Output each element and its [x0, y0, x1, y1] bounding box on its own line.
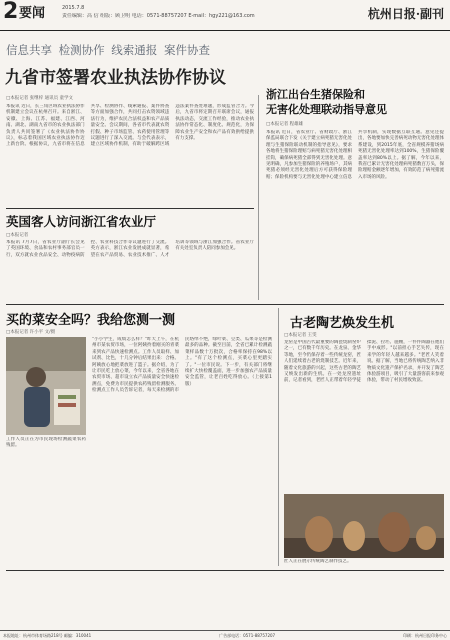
- footer-address: 本报地址：杭州市体育场路218号 邮编：310041: [3, 632, 92, 638]
- veg-byline: □本报记者 许小平 文/摄: [6, 330, 56, 335]
- veg-headline: 买的菜安全吗？我给您测一测: [6, 313, 176, 328]
- pottery-headline: 古老陶艺焕发生机: [290, 316, 395, 331]
- footer-printer: 印刷：杭州日报印务中心: [402, 632, 447, 638]
- section-rule: [6, 570, 444, 571]
- section-rule: [6, 208, 254, 209]
- paper-name: 杭州日报·副刊: [367, 7, 444, 21]
- lead-body: 本报讯 近日，长三角区域农业执法协作机制建立会议在杭州召开。来自浙江、安徽、上海、江苏、福建、江西、河南、湖北、湖南九省市的农业执法部门负责人共同签署了《农业执法协作协议》，标志着我国区域农业执法协作迈上新台阶。根据协议，九省市将在信息共享、检测协作、线索通报、案件协查等方面加强合作，共同打击农资领域违法行为，维护农民合法权益和农产品质量安全。会议期间，各省市代表就农资打假、种子市场监管、农药使用管理等议题进行了深入交流。与会代表表示，建立区域协作机制，有助于破解跨区域违法案件查处难题，形成监管合力。今后，九省市将定期召开联席会议，通报执法动态，交流工作经验，推动农业执法协作常态化、制度化、规范化，为保障农业生产安全和农产品有效供给提供有力支撑。: [6, 104, 254, 148]
- page-number: 2: [3, 0, 19, 24]
- section-rule: [6, 304, 444, 305]
- veg-photo-caption: 工作人员正在为市民现场检测蔬菜农药残留。: [6, 437, 86, 449]
- editor-line: 责任编辑：高 信 组版：顾卫明 电话：0571-88757207 E-mail：hgy221@163.com: [62, 13, 255, 19]
- uk-body: 本报讯 7月7日，省农业厅副厅长会见了英国环境、食品和农村事务部官员一行，双方就农业食品安全、动物疫病防控、农业科技合作等议题进行了交流。英方表示，浙江农业发展成就显著，希望在农产品贸易、农业技术推广、人才培训等领域与浙江加强合作。省农业厅有关处室负责人陪同参加会见。: [6, 240, 254, 258]
- pig-body: 本报讯 近日，省农业厅、省财政厅、浙江保监局联合下发《关于建立病死猪无害化处理与生猪保险联动机制的指导意见》，要求各地将生猪保险理赔与病死猪无害化处理相挂钩，确保病死猪全部得到无害化处理。意见明确，凡参加生猪保险的养殖场户，其病死猪必须经无害化处理后方可获得保险理赔；保险机构要与无害化处理中心建立信息共享机制，实现数据互联互通。意见还提出，各地要加快完善病死动物无害化处理体系建设，到2015年底，全省规模养猪场病死猪无害化处理率达到100%，生猪保险覆盖率达到80%以上。据了解，今年以来，我省已累计无害化处理病死猪数百万头，保险理赔金额逐年增加，有效防范了病死猪流入市场的风险。: [266, 130, 444, 180]
- lead-tagline: 信息共享 检测协作 线索通报 案件协查: [6, 43, 210, 57]
- uk-byline: □本报记者: [6, 233, 29, 238]
- veg-body: "小小学生，成绩怎么样？"昨天上午，在杭州市某农贸市场，一位阿姨拎着刚买的青菜来到农产品快速检测点。工作人员取样、加试剂、比色，十几分钟后结果出来：合格。阿姨放心地把菜放进了篮子。据介绍，为了让市民吃上放心菜，今年以来，全省各地在农贸市场、超市设立农产品质量安全快速检测点，免费为市民提供农药残留检测服务。检测点工作人员告诉记者，每天来检测的市民络绎不绝，绿叶菜、豆类、瓜果等是检测最多的品种。截至目前，全省已累计检测蔬菜样品数十万批次，合格率保持在98%以上。"有了这个检测点，买菜心里更踏实了。"一位市民说。下一步，有关部门将继续扩大快检覆盖面，进一步加强农产品质量安全监管，让老百姓吃得放心。（上接第1版）: [92, 337, 272, 394]
- pottery-photo-caption: 匠人正在展示传统陶艺制作技艺。: [284, 559, 352, 564]
- pottery-body: 龙窑是中国古代最重要的陶瓷烧制窑炉之一，已有数千年历史。在龙泉、金华等地，至今仍保存着一些传统龙窑，匠人们延续着古老的烧制技艺。近年来，随着文化旅游的兴起，这些古老的陶艺又焕发出新的生机。在一处龙窑遗址前，记者看到，老匠人正带着年轻学徒揉泥、拉坯、施釉，一件件陶器在他们手中成形。"以前担心手艺失传，现在来学的年轻人越来越多。"老匠人笑着说。据了解，当地已将传统陶艺纳入非物质文化遗产保护名录，并开发了陶艺体验游项目，吸引了大量游客前来参观体验，带动了村民增收致富。: [284, 340, 444, 384]
- page-footer: [0, 630, 450, 640]
- uk-headline: 英国客人访问浙江省农业厅: [6, 214, 157, 229]
- column-divider: [258, 95, 259, 300]
- pottery-photo: [284, 494, 444, 558]
- column-divider: [278, 308, 279, 566]
- lead-headline: 九省市签署农业执法协作协议: [5, 68, 226, 88]
- pottery-byline: □本报记者 王雯: [284, 333, 317, 338]
- date-line: 2015.7.8: [62, 5, 85, 11]
- footer-phone: 广告部电话：0571-88757207: [219, 632, 276, 638]
- section-name: 要闻: [19, 6, 46, 21]
- pig-headline-line2: 无害化处理联动指导意见: [266, 103, 387, 116]
- masthead: [0, 0, 450, 31]
- veg-photo: [6, 337, 86, 435]
- pig-headline-line1: 浙江出台生猪保险和: [266, 88, 365, 101]
- lead-byline: □本报记者 张继梓 通讯员 童学文: [6, 96, 74, 101]
- pig-byline: □本报记者 程雄雄: [266, 122, 304, 127]
